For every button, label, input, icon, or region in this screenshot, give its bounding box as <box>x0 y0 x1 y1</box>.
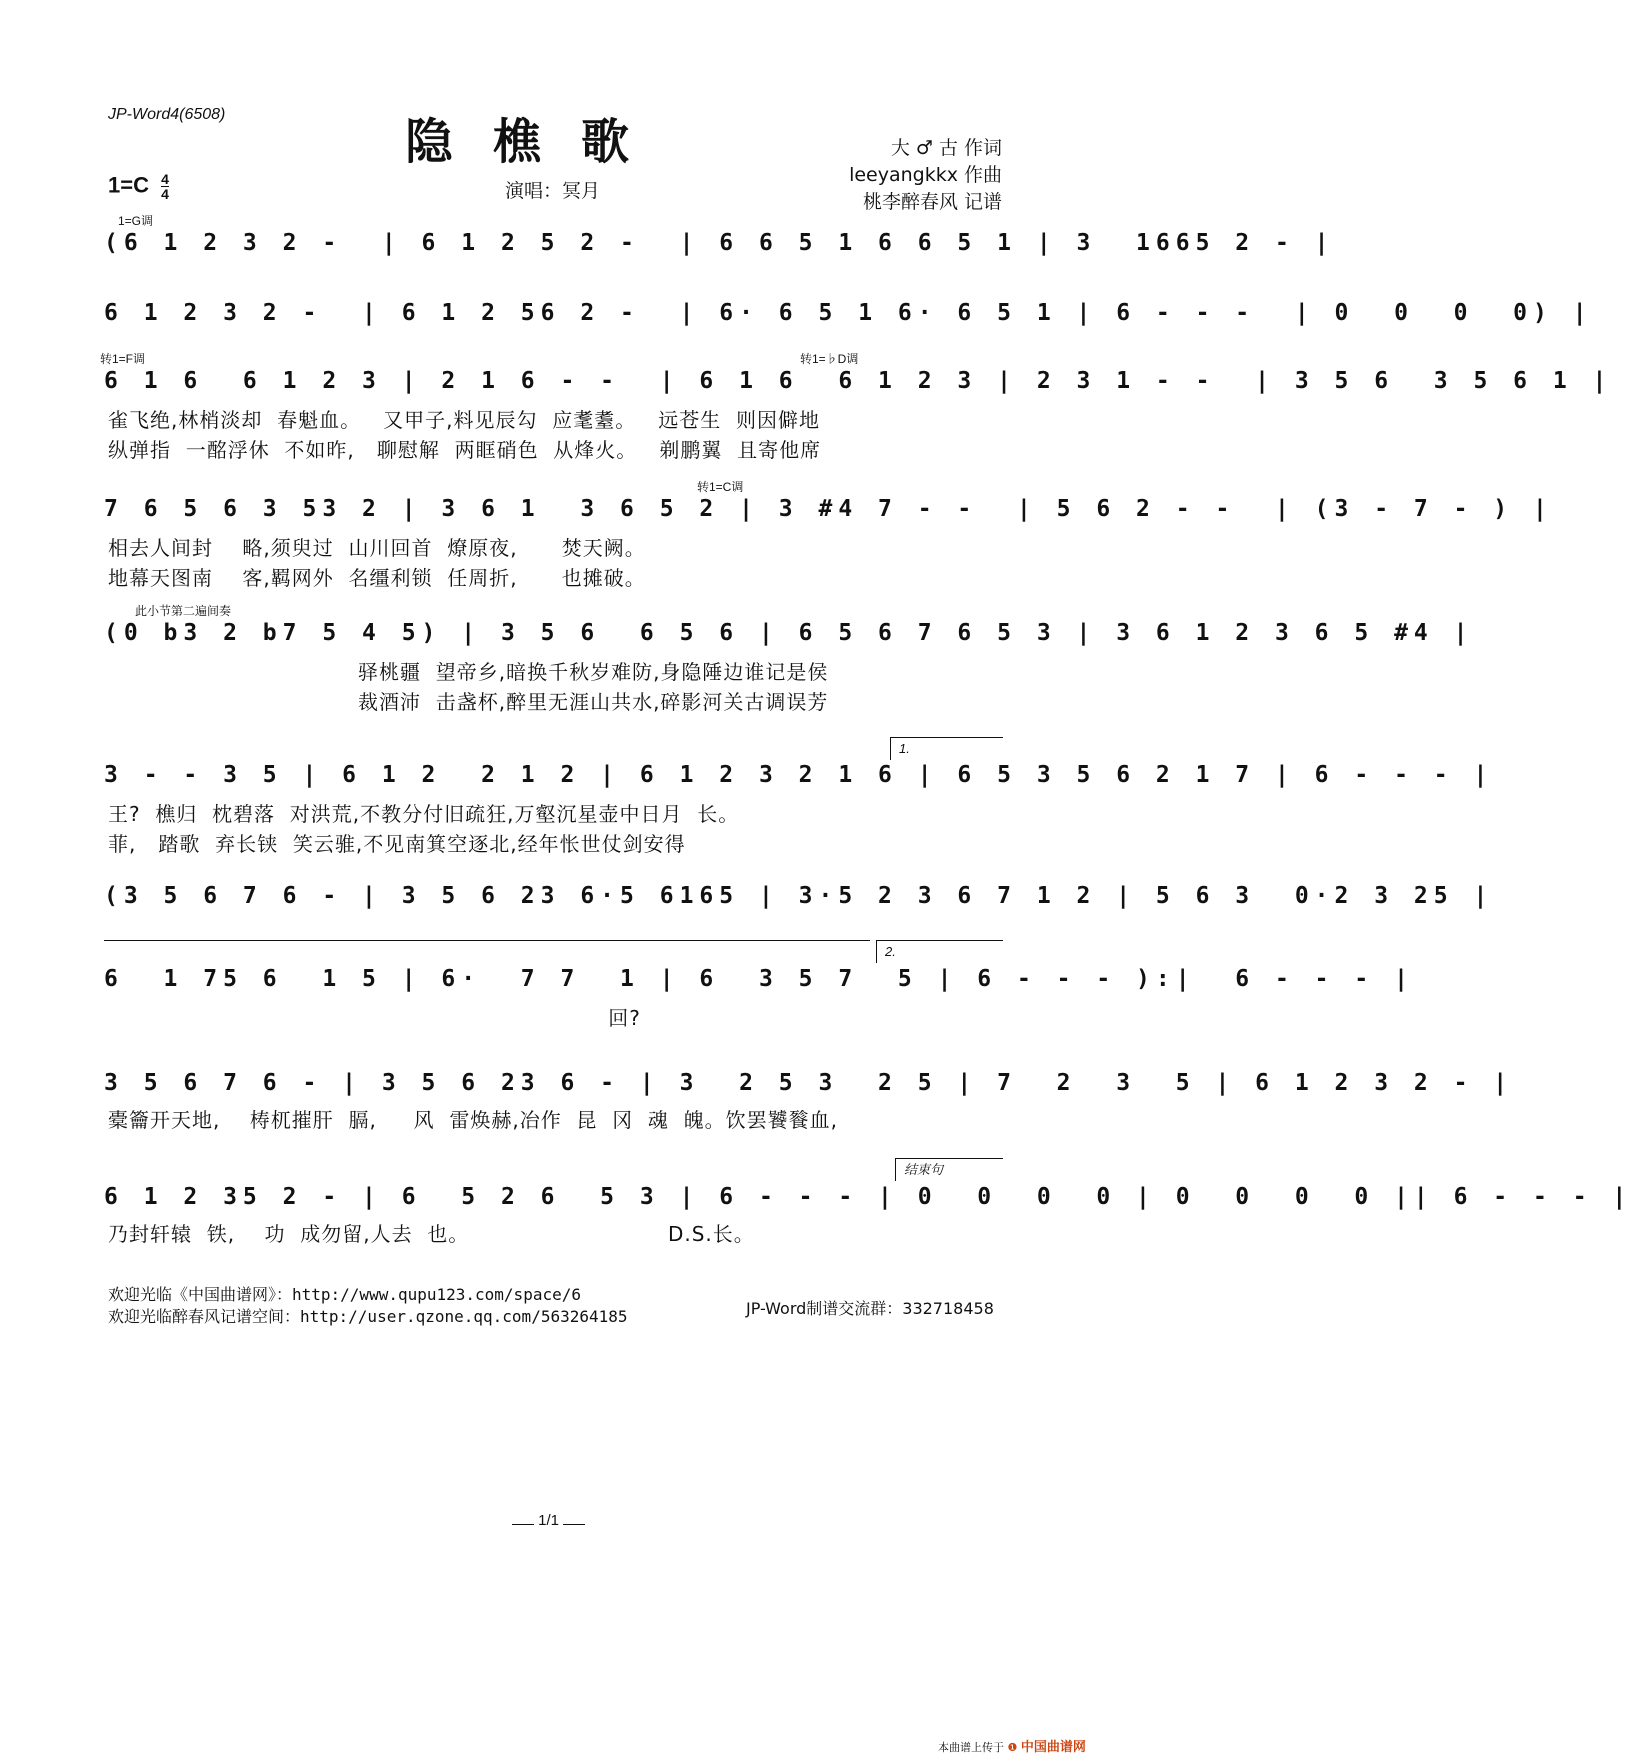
lyric-line: 裁酒沛 击盏杯,醉里无涯山共水,碎影河关古调误芳 <box>358 690 829 714</box>
key-change-marker: 转1=F调 <box>100 352 146 366</box>
site-brand: 中国曲谱网 <box>1020 1740 1086 1755</box>
notation-row: 6 1 2 35 2 - | 6 5 2 6 5 3 | 6 - - - | 0 0 0 0 | 0 0 0 0 || 6 - - - | <box>104 1184 1632 1210</box>
qupu-logo-icon: ❶ <box>1007 1741 1018 1754</box>
notation-row: 6 1 2 3 2 - | 6 1 2 56 2 - | 6· 6 5 1 6· 6 5 1 | 6 - - - | 0 0 0 0) | <box>104 300 1593 326</box>
software-label: JP-Word4(6508) <box>108 106 226 123</box>
lyric-line: 王? 樵归 枕碧落 对洪荒,不教分付旧疏狂,万壑沉星壶中日月 长。 <box>108 802 740 826</box>
singer-label: 演唱：冥月 <box>505 180 601 202</box>
lyric-line: 地幕天图南 客,羁网外 名缰利锁 任周折, 也摊破。 <box>108 566 646 590</box>
lyric-line: 回? <box>108 1006 641 1030</box>
key-change-marker: 转1=♭D调 <box>800 352 859 366</box>
notation-row: 6 1 6 6 1 2 3 | 2 1 6 - - | 6 1 6 6 1 2 3 | 2 3 1 - - | 3 5 6 3 5 6 1 | <box>104 368 1613 394</box>
footer-link-qzone[interactable]: 欢迎光临醉春风记谱空间：http://user.qzone.qq.com/563264185 <box>108 1307 628 1326</box>
time-top: 4 <box>161 171 169 187</box>
lyric-line: 菲, 踏歌 弃长铗 笑云骓,不见南箕空逐北,经年怅世仗剑安得 <box>108 832 686 856</box>
lyric-line: 驿桃疆 望帝乡,暗换千秋岁难防,身隐陲边谁记是侯 <box>358 660 829 684</box>
first-ending-continuation <box>104 940 870 941</box>
lyric-line: 雀飞绝,林梢淡却 春魁血。 又甲子,料见辰勾 应耄耋。 远苍生 则因僻地 <box>108 408 821 432</box>
notation-row: (0 b3 2 b7 5 4 5) | 3 5 6 6 5 6 | 6 5 6 7 6 5 3 | 3 6 1 2 3 6 5 #4 | <box>104 620 1474 646</box>
lyric-line: 橐籥开天地, 梼杌摧肝 膈, 风 雷焕赫,冶作 昆 冈 魂 魄。饮罢饕餮血, <box>108 1108 838 1132</box>
footer-links <box>108 1284 628 1328</box>
interlude-note: 此小节第二遍间奏 <box>135 604 232 618</box>
notation-row: 7 6 5 6 3 53 2 | 3 6 1 3 6 5 2 | 3 #4 7 - - | 5 6 2 - - | (3 - 7 - ) | <box>104 496 1553 522</box>
first-ending-bracket: 1. <box>890 737 1003 760</box>
composer-credit: leeyangkkx 作曲 <box>849 164 1002 186</box>
key-change-marker: 1=G调 <box>118 214 154 228</box>
group-info: JP-Word制谱交流群：332718458 <box>746 1299 994 1318</box>
key-signature <box>108 172 169 201</box>
footer-link-qupu[interactable]: 欢迎光临《中国曲谱网》：http://www.qupu123.com/space/6 <box>108 1285 581 1304</box>
second-ending-bracket: 2. <box>876 940 1003 963</box>
notation-row: 6 1 75 6 1 5 | 6· 7 7 1 | 6 3 5 7 5 | 6 - - - ):| 6 - - - | <box>104 966 1414 992</box>
transcriber-credit: 桃李醉春风 记谱 <box>862 191 1002 213</box>
time-bottom: 4 <box>161 186 169 202</box>
page-number: 1/1 <box>512 1512 585 1529</box>
ending-bracket: 结束句 <box>895 1158 1003 1181</box>
key-change-marker: 转1=C调 <box>697 480 744 494</box>
notation-row: 3 - - 3 5 | 6 1 2 2 1 2 | 6 1 2 3 2 1 6 | 6 5 3 5 6 2 1 7 | 6 - - - | <box>104 762 1494 788</box>
upload-stamp: 本曲谱上传于 ❶ 中国曲谱网 <box>938 1740 1086 1755</box>
notation-row: (3 5 6 7 6 - | 3 5 6 23 6·5 6165 | 3·5 2 3 6 7 1 2 | 5 6 3 0·2 3 25 | <box>104 883 1494 909</box>
notation-row: 3 5 6 7 6 - | 3 5 6 23 6 - | 3 2 5 3 2 5 | 7 2 3 5 | 6 1 2 3 2 - | <box>104 1070 1514 1096</box>
lyricist-credit: 大 ♂ 古 作词 <box>890 137 1002 159</box>
lyric-line: 纵弹指 一酩浮休 不如昨, 聊慰解 两眶硝色 从烽火。 剃鹏翼 且寄他席 <box>108 438 822 462</box>
lyric-line: 乃封轩辕 铁, 功 成勿留,人去 也。 D.S.长。 <box>108 1222 755 1246</box>
notation-row: (6 1 2 3 2 - | 6 1 2 5 2 - | 6 6 5 1 6 6 5 1 | 3 1665 2 - | <box>104 230 1335 256</box>
score-title: 隐樵歌 <box>405 114 670 170</box>
lyric-line: 相去人间封 略,须臾过 山川回首 燎原夜, 焚天阙。 <box>108 536 646 560</box>
key-label: 1=C <box>108 172 149 198</box>
time-signature <box>161 172 169 201</box>
credits <box>840 135 1002 216</box>
